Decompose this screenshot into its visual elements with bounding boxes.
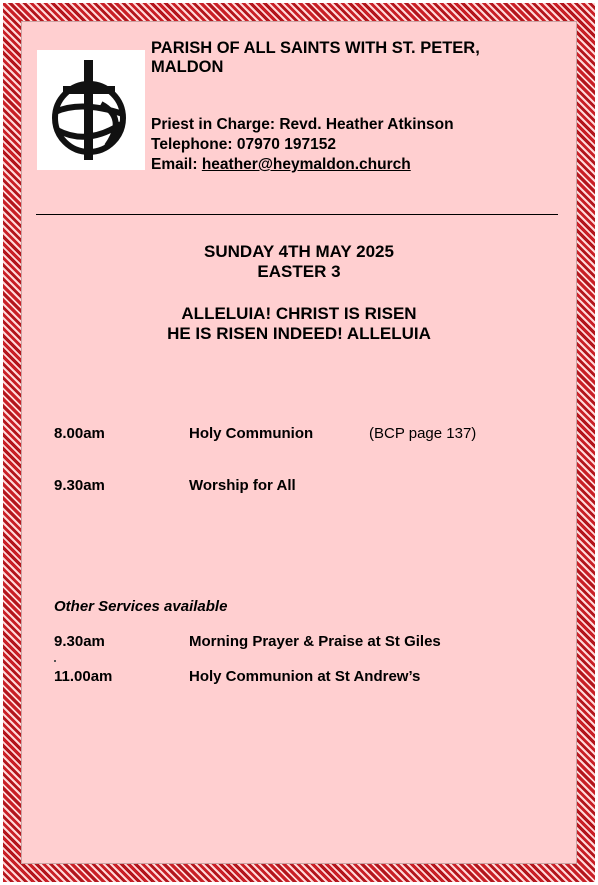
- stray-dot: [54, 660, 56, 662]
- other-service-name: Morning Prayer & Praise at St Giles: [189, 633, 441, 650]
- service-name: Holy Communion: [189, 425, 314, 442]
- service-name: Worship for All: [189, 477, 296, 494]
- service-time: 9.30am: [54, 477, 105, 494]
- acclamation: [0, 304, 598, 344]
- other-service-time: 11.00am: [54, 668, 113, 685]
- acclamation-line1: ALLELUIA! CHRIST IS RISEN: [181, 304, 417, 323]
- email-row: [151, 155, 411, 174]
- parish-title: [151, 39, 571, 77]
- service-date: [0, 242, 598, 282]
- parish-logo: [37, 50, 145, 170]
- other-service-name: Holy Communion at St Andrew’s: [189, 668, 421, 685]
- telephone: Telephone: 07970 197152: [151, 136, 336, 153]
- parish-title-line1: PARISH OF ALL SAINTS WITH ST. PETER,: [151, 39, 480, 57]
- date-line2: EASTER 3: [257, 262, 341, 281]
- email-link[interactable]: heather@heymaldon.church: [201, 156, 411, 173]
- other-services-heading: Other Services available: [54, 598, 228, 615]
- cross-globe-icon: [41, 54, 141, 166]
- divider: [36, 214, 558, 215]
- acclamation-line2: HE IS RISEN INDEED! ALLELUIA: [167, 324, 431, 343]
- service-time: 8.00am: [54, 425, 105, 442]
- service-note: (BCP page 137): [369, 425, 477, 442]
- date-line1: SUNDAY 4TH MAY 2025: [204, 242, 394, 261]
- parish-title-line2: MALDON: [151, 58, 224, 76]
- email-label: Email:: [151, 156, 202, 173]
- priest-in-charge: Priest in Charge: Revd. Heather Atkinson: [151, 116, 454, 133]
- other-service-time: 9.30am: [54, 633, 105, 650]
